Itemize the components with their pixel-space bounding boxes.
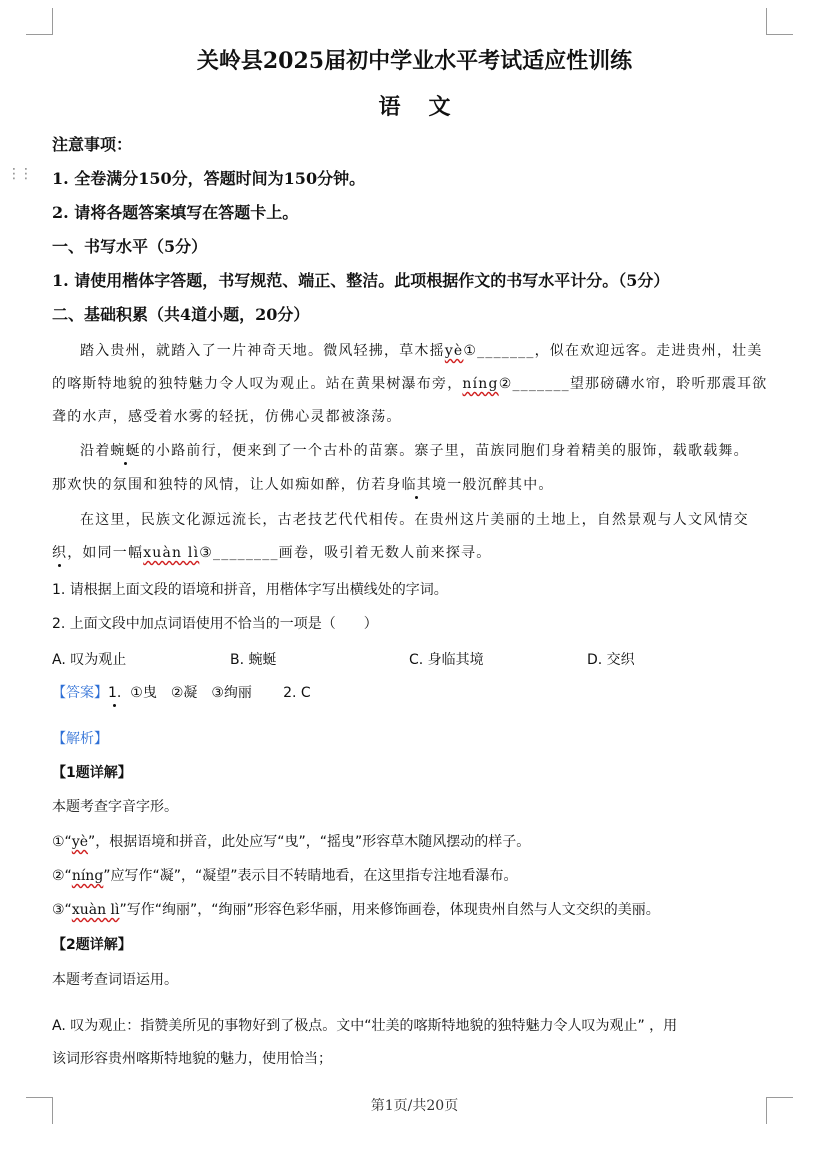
passage-text: ②_______望那磅礴水帘，聆听那震耳欲 bbox=[498, 376, 768, 392]
q1-detail-label: 【1题详解】 bbox=[52, 765, 132, 781]
q1-item-text: ”写作“绚丽”，“绚丽”形容色彩华丽，用来修饰画卷，体现贵州自然与人文交织的美丽。 bbox=[119, 902, 660, 918]
q1-item-3 bbox=[52, 900, 772, 920]
option-d: D. 交织 bbox=[587, 652, 635, 668]
q2-detail-label: 【2题详解】 bbox=[52, 937, 132, 953]
q2-option-a-line-2: 该词形容贵州喀斯特地貌的魅力，使用恰当； bbox=[52, 1051, 332, 1067]
document-title: 关岭县2025届初中学业水平考试适应性训练 bbox=[196, 48, 633, 74]
passage-text: ①_______，似在欢迎远客。走进贵州，壮美 bbox=[463, 343, 763, 359]
question-2: 2. 上面文段中加点词语使用不恰当的一项是（ ） bbox=[52, 616, 378, 632]
passage-text: 沿着 bbox=[80, 443, 111, 459]
answer-2: 2. C bbox=[283, 685, 311, 701]
section1-item: 1. 请使用楷体字答题，书写规范、端正、整洁。此项根据作文的书写水平计分。（5分） bbox=[52, 271, 670, 290]
page-footer: 第1页/共20页 bbox=[370, 1098, 459, 1114]
q1-item-1-pinyin: yè bbox=[71, 834, 89, 850]
drag-handle-icon[interactable]: ⋮⋮ bbox=[7, 166, 31, 182]
passage-paragraph-3-line-1: 在这里，民族文化源远流长，古老技艺代代相传。在贵州这片美丽的土地上，自然景观与人文风情交 bbox=[80, 512, 749, 528]
q1-item-text: ③“ bbox=[52, 902, 72, 918]
q1-item-text: ”，根据语境和拼音，此处应写“曳”，“摇曳”形容草木随风摆动的样子。 bbox=[88, 834, 531, 850]
answer-1-text: ①曳 ②凝 ③绚丽 bbox=[130, 685, 252, 701]
passage-paragraph-2-line-1 bbox=[52, 441, 800, 461]
q1-item-text: ②“ bbox=[52, 868, 72, 884]
q1-intro: 本题考查字音字形。 bbox=[52, 799, 178, 815]
dotted-word-wanyan: 蜿蜒 bbox=[110, 443, 141, 459]
passage-text: 那欢快的氛围和独特的风情，让人如痴如醉，仿若 bbox=[52, 477, 387, 493]
document-subject: 语文 bbox=[378, 94, 479, 120]
analysis-label: 【解析】 bbox=[52, 731, 108, 747]
answer-1-number: 1. bbox=[108, 685, 122, 701]
notice-item-1: 1. 全卷满分150分，答题时间为150分钟。 bbox=[52, 169, 366, 188]
dotted-word-zhi: 织 bbox=[52, 545, 68, 561]
passage-text: 一般沉醉其中。 bbox=[447, 477, 554, 493]
q2-intro: 本题考查词语运用。 bbox=[52, 972, 178, 988]
passage-text: 踏入贵州，就踏入了一片神奇天地。微风轻拂，草木摇 bbox=[80, 343, 445, 359]
crop-mark-top-right bbox=[766, 8, 793, 35]
dotted-word-shenlinqijing: 身临其境 bbox=[386, 477, 448, 493]
pinyin-1: yè bbox=[444, 343, 464, 359]
passage-paragraph-3-line-2 bbox=[52, 543, 772, 563]
passage-paragraph-1-line-2 bbox=[52, 374, 772, 394]
pinyin-3: xuàn lì bbox=[143, 545, 200, 561]
passage-text: ，如同一幅 bbox=[67, 545, 144, 561]
option-b: B. 蜿蜒 bbox=[230, 652, 277, 668]
option-c: C. 身临其境 bbox=[409, 652, 484, 668]
option-a: A. 叹为观止 bbox=[52, 652, 127, 668]
section2-heading: 二、基础积累（共4道小题，20分） bbox=[52, 305, 310, 324]
section1-heading: 一、书写水平（5分） bbox=[52, 237, 208, 256]
passage-paragraph-2-line-2 bbox=[52, 475, 772, 495]
q2-option-a-line-1: A. 叹为观止：指赞美所见的事物好到了极点。文中“壮美的喀斯特地貌的独特魅力令人叹为观止” ，用 bbox=[52, 1018, 678, 1034]
q1-item-2-pinyin: níng bbox=[71, 868, 104, 884]
passage-text: 的小路前行，便来到了一个古朴的苗寨。寨子里，苗族同胞们身着精美的服饰，载歌载舞。 bbox=[140, 443, 749, 459]
passage-paragraph-1-line-3: 聋的水声，感受着水雾的轻抚，仿佛心灵都被涤荡。 bbox=[52, 409, 402, 425]
answer-label: 【答案】 bbox=[52, 685, 108, 701]
answer-row bbox=[52, 683, 772, 703]
q1-item-3-pinyin: xuàn lì bbox=[71, 902, 120, 918]
pinyin-2: níng bbox=[462, 376, 499, 392]
question-1: 1. 请根据上面文段的语境和拼音，用楷体字写出横线处的字词。 bbox=[52, 582, 448, 598]
q1-item-text: ①“ bbox=[52, 834, 72, 850]
q1-item-1 bbox=[52, 832, 772, 852]
passage-text: ③________画卷，吸引着无数人前来探寻。 bbox=[199, 545, 492, 561]
q1-item-2 bbox=[52, 866, 772, 886]
notice-item-2: 2. 请将各题答案填写在答题卡上。 bbox=[52, 203, 299, 222]
q1-item-text: ”应写作“凝”，“凝望”表示目不转睛地看，在这里指专注地看瀑布。 bbox=[103, 868, 518, 884]
crop-mark-top-left bbox=[26, 8, 53, 35]
passage-text: 的喀斯特地貌的独特魅力令人叹为观止。站在黄果树瀑布旁， bbox=[52, 376, 463, 392]
notice-heading: 注意事项： bbox=[52, 135, 133, 154]
passage-paragraph-1-line-1 bbox=[52, 341, 800, 361]
